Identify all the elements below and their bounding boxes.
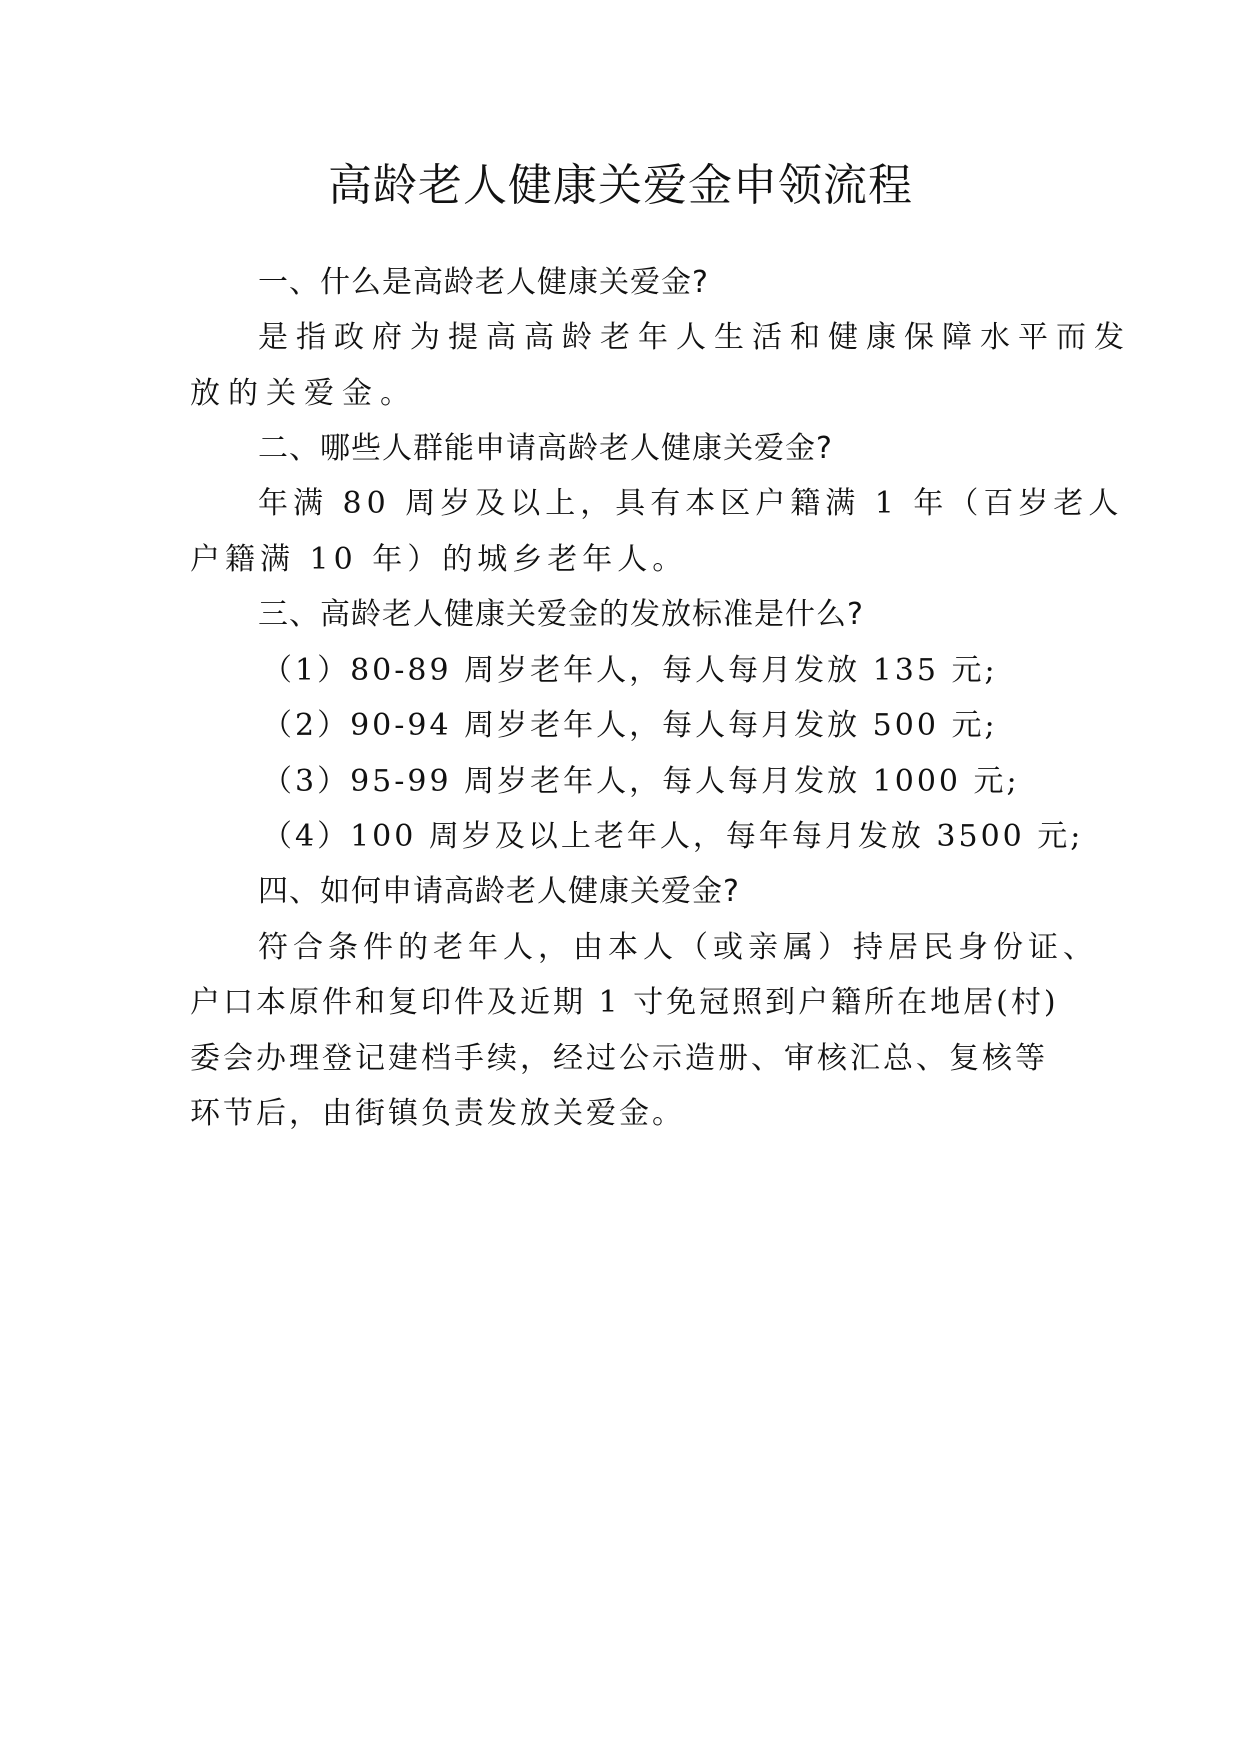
section-1-paragraph-line: 是指政府为提高高龄老年人生活和健康保障水平而发 [258, 320, 1132, 355]
section-4-heading: 四、如何申请高龄老人健康关爱金? [258, 874, 740, 909]
section-4-paragraph-line: 户口本原件和复印件及近期 1 寸免冠照到户籍所在地居(村) [190, 985, 1059, 1020]
document-title: 高龄老人健康关爱金申领流程 [328, 160, 913, 211]
section-4-paragraph-line: 环节后，由街镇负责发放关爱金。 [190, 1096, 685, 1131]
section-3-heading: 三、高龄老人健康关爱金的发放标准是什么? [258, 597, 864, 632]
standard-item: （3）95-99 周岁老年人，每人每月发放 1000 元; [262, 764, 1020, 799]
section-1-heading: 一、什么是高龄老人健康关爱金? [258, 265, 709, 300]
section-4-paragraph-line: 符合条件的老年人，由本人（或亲属）持居民身份证、 [258, 930, 1098, 965]
standard-item: （1）80-89 周岁老年人，每人每月发放 135 元; [262, 653, 998, 688]
section-1-paragraph-line: 放的关爱金。 [190, 376, 418, 411]
section-2-heading: 二、哪些人群能申请高龄老人健康关爱金? [258, 431, 833, 466]
section-2-paragraph-line: 年满 80 周岁及以上，具有本区户籍满 1 年（百岁老人 [258, 486, 1124, 521]
standard-item: （4）100 周岁及以上老年人，每年每月发放 3500 元; [262, 819, 1084, 854]
standard-item: （2）90-94 周岁老年人，每人每月发放 500 元; [262, 708, 998, 743]
section-4-paragraph-line: 委会办理登记建档手续，经过公示造册、审核汇总、复核等 [190, 1041, 1048, 1076]
section-2-paragraph-line: 户籍满 10 年）的城乡老年人。 [190, 542, 688, 577]
